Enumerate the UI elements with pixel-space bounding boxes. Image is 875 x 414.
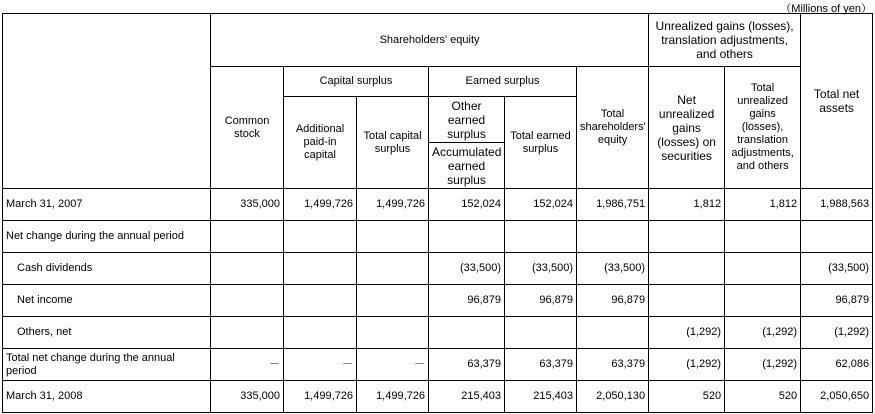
header-total-net-assets: Total net assets [801,14,873,189]
cell-additional-paid-in [284,221,357,253]
unit-note: （Millions of yen） [780,3,872,15]
header-accumulated-earned-surplus: Accumulated earned surplus [429,143,505,189]
cell-net-unrealized [649,221,725,253]
cell-common-stock [211,317,284,349]
cell-total-net-assets: 62,086 [801,349,873,381]
equity-statement-table [2,13,873,413]
cell-total-unrealized [725,221,801,253]
cell-total-shareholders-equity: (33,500) [577,253,649,285]
cell-accumulated-earned-surplus [429,221,505,253]
table-row [3,253,873,285]
cell-total-unrealized: (1,292) [725,349,801,381]
cell-common-stock: 335,000 [211,381,284,413]
cell-total-earned-surplus: 63,379 [505,349,577,381]
cell-additional-paid-in: 1,499,726 [284,381,357,413]
table-row [3,221,873,253]
cell-total-shareholders-equity: 63,379 [577,349,649,381]
cell-accumulated-earned-surplus: 215,403 [429,381,505,413]
cell-total-earned-surplus: (33,500) [505,253,577,285]
table-row [3,381,873,413]
header-capital-surplus: Capital surplus [284,67,429,97]
header-shareholders-equity: Shareholders' equity [211,14,649,67]
cell-total-earned-surplus: 96,879 [505,285,577,317]
cell-total-capital-surplus [357,285,429,317]
cell-common-stock [211,285,284,317]
cell-accumulated-earned-surplus: 152,024 [429,189,505,221]
table-row [3,317,873,349]
header-total-earned-surplus: Total earned surplus [505,97,577,189]
cell-common-stock [211,253,284,285]
row-label: March 31, 2007 [3,189,211,221]
header-additional-paid-in: Additional paid-in capital [284,97,357,189]
cell-additional-paid-in [284,253,357,285]
row-label: Net income [3,285,211,317]
cell-total-earned-surplus [505,221,577,253]
cell-total-net-assets: 1,988,563 [801,189,873,221]
row-label: Total net change during the annual period [3,349,211,381]
cell-total-net-assets: 96,879 [801,285,873,317]
cell-accumulated-earned-surplus [429,317,505,349]
cell-accumulated-earned-surplus: (33,500) [429,253,505,285]
cell-total-capital-surplus: 1,499,726 [357,381,429,413]
cell-accumulated-earned-surplus: 63,379 [429,349,505,381]
cell-net-unrealized: (1,292) [649,317,725,349]
header-total-shareholders-equity: Total shareholders' equity [577,67,649,189]
table-row [3,285,873,317]
cell-total-capital-surplus [357,221,429,253]
table-row [3,349,873,381]
cell-total-unrealized: 520 [725,381,801,413]
cell-net-unrealized: 1,812 [649,189,725,221]
table-row [3,189,873,221]
cell-total-shareholders-equity: 1,986,751 [577,189,649,221]
row-label: Others, net [3,317,211,349]
cell-total-earned-surplus: 215,403 [505,381,577,413]
cell-total-capital-surplus [357,317,429,349]
cell-net-unrealized: 520 [649,381,725,413]
cell-net-unrealized: (1,292) [649,349,725,381]
cell-total-net-assets: 2,050,650 [801,381,873,413]
row-label: March 31, 2008 [3,381,211,413]
cell-total-earned-surplus [505,317,577,349]
cell-additional-paid-in [284,285,357,317]
row-label: Cash dividends [3,253,211,285]
cell-net-unrealized [649,285,725,317]
cell-common-stock: 335,000 [211,189,284,221]
header-total-capital-surplus: Total capital surplus [357,97,429,189]
cell-common-stock: － [211,349,284,381]
cell-total-shareholders-equity [577,317,649,349]
cell-total-unrealized [725,253,801,285]
cell-total-shareholders-equity [577,221,649,253]
cell-total-shareholders-equity: 2,050,130 [577,381,649,413]
cell-additional-paid-in: － [284,349,357,381]
header-common-stock: Common stock [211,67,284,189]
header-total-unrealized: Total unrealized gains (losses), translation adjustments, and others [725,67,801,189]
row-label: Net change during the annual period [3,221,211,253]
header-earned-surplus: Earned surplus [429,67,577,97]
cell-total-unrealized: (1,292) [725,317,801,349]
cell-additional-paid-in: 1,499,726 [284,189,357,221]
header-net-unrealized: Net unrealized gains (losses) on securities [649,67,725,189]
header-unrealized-group: Unrealized gains (losses), translation adjustments, and others [649,14,801,67]
cell-total-unrealized: 1,812 [725,189,801,221]
cell-total-capital-surplus: － [357,349,429,381]
cell-additional-paid-in [284,317,357,349]
cell-total-earned-surplus: 152,024 [505,189,577,221]
cell-net-unrealized [649,253,725,285]
cell-total-net-assets: (1,292) [801,317,873,349]
cell-total-capital-surplus [357,253,429,285]
header-blank-cell [3,14,211,189]
cell-accumulated-earned-surplus: 96,879 [429,285,505,317]
cell-total-net-assets: (33,500) [801,253,873,285]
cell-total-net-assets [801,221,873,253]
header-other-earned-surplus: Other earned surplus [429,97,505,143]
cell-total-unrealized [725,285,801,317]
cell-total-capital-surplus: 1,499,726 [357,189,429,221]
cell-common-stock [211,221,284,253]
cell-total-shareholders-equity: 96,879 [577,285,649,317]
